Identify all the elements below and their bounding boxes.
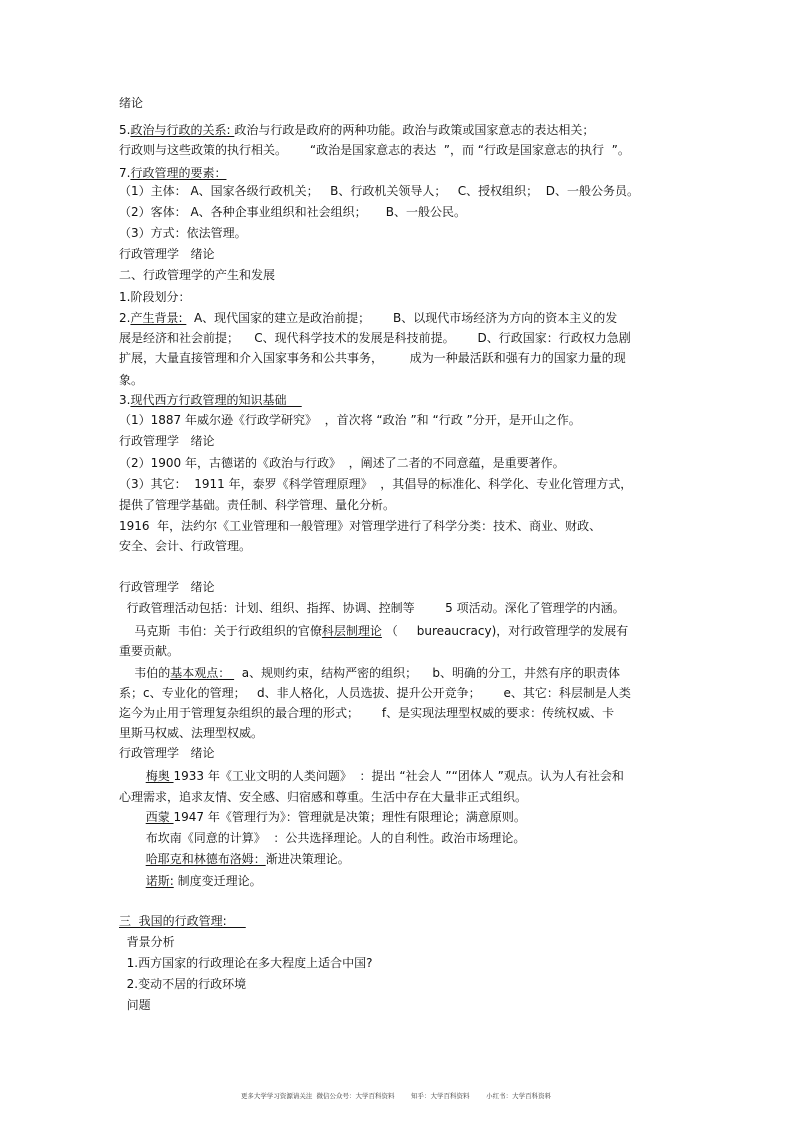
underlined-heading: 政治与行政的关系: [130, 123, 235, 137]
text-line [119, 455, 565, 471]
line-text: 心理需求，追求友情、安全感、归宿感和尊重。生活中存在大量非正式组织。 [119, 790, 528, 804]
text-line [119, 497, 395, 513]
line-text: 里斯马权威、法理型权威。 [119, 726, 264, 740]
line-text: 渐进决策理论。 [265, 852, 350, 866]
text-line [119, 142, 630, 158]
text-line [119, 433, 214, 449]
text-line [119, 643, 179, 659]
underlined-heading: 梅奥 [145, 769, 174, 783]
text-line [119, 934, 175, 950]
line-text: 行政管理活动包括：计划、组织、指挥、协调、控制等 5 项活动。深化了管理学的内涵。 [119, 601, 625, 615]
text-line [119, 976, 246, 992]
line-text: 7. [119, 166, 131, 180]
underlined-heading: 现代西方行政管理的知识基础 [130, 393, 302, 407]
line-text: 行政管理学 绪论 [119, 434, 215, 448]
text-line [119, 685, 631, 701]
line-text: （ bureaucracy)，对行政管理学的发展有 [381, 624, 629, 638]
line-text: 扩展，大量直接管理和介入国家事务和公共事务， 成为一种最活跃和强有力的国家力量的现 [119, 351, 626, 365]
underlined-heading: 科层制理论 [321, 624, 382, 638]
line-text: 3. [119, 393, 131, 407]
line-text: 提供了管理学基础。责任制、科学管理、量化分析。 [119, 498, 396, 512]
line-text: 背景分析 [119, 935, 175, 949]
line-text [119, 852, 146, 866]
text-line [119, 913, 246, 929]
line-text: 展是经济和社会前提； C、现代科学技术的发展是科技前提。 D、行政国家：行政权力急剧 [119, 331, 631, 345]
line-text: a、规则约束，结构严密的组织； b、明确的分工，井然有序的职责体 [234, 666, 620, 680]
text-line [119, 955, 372, 971]
text-line [119, 768, 624, 784]
text-line [119, 289, 190, 305]
line-text: 二、行政管理学的产生和发展 [119, 268, 276, 282]
text-line [119, 705, 614, 721]
page-footer: 更多大学学习资源请关注 微信公众号：大学百科资料 知乎：大学百科资料 小红书：大学百科资料 [240, 1092, 552, 1100]
text-line [119, 997, 151, 1013]
text-line [119, 350, 626, 366]
text-line [119, 267, 275, 283]
line-text: （3）方式：依法管理。 [119, 226, 247, 240]
text-line [119, 873, 262, 889]
text-line [119, 830, 525, 846]
text-line [119, 412, 581, 428]
line-text [119, 810, 146, 824]
text-line [119, 518, 601, 534]
text-line [119, 95, 143, 111]
line-text: （1）1887 年威尔逊《行政学研究》 ，首次将 “政治 ”和 “行政 ”分开，是开山之作。 [119, 413, 581, 427]
line-text: 迄今为止用于管理复杂组织的最合理的形式； f、是实现法理型权威的要求：传统权威、卡 [119, 706, 615, 720]
line-text: （3）其它： 1911 年，泰罗《科学管理原理》 ，其倡导的标准化、科学化、专业化管理方式， [119, 477, 633, 491]
line-text: 1947 年《管理行为》：管理就是决策；理性有限理论；满意原则。 [173, 810, 526, 824]
line-text: 2.变动不居的行政环境 [119, 977, 247, 991]
underlined-heading: 基本观点： [170, 666, 235, 680]
line-text: 安全、会计、行政管理。 [119, 539, 252, 553]
line-text [119, 769, 146, 783]
line-text: 象。 [119, 373, 144, 387]
line-text: 韦伯的 [119, 666, 171, 680]
line-text: A、现代国家的建立是政治前提； B、以现代市场经济为方向的资本主义的发 [186, 311, 618, 325]
text-line [119, 122, 594, 138]
line-text: 问题 [119, 998, 151, 1012]
text-line [119, 204, 466, 220]
text-line [119, 579, 214, 595]
text-line [119, 372, 143, 388]
underlined-heading: 哈耶克和林德布洛姆： [145, 852, 266, 866]
line-text: 行政则与这些政策的执行相关。 “政治是国家意志的表达 ”，而 “行政是国家意志的执行 ”。 [119, 143, 630, 157]
line-text: 行政管理学 绪论 [119, 580, 215, 594]
text-line [119, 623, 628, 639]
text-line [119, 600, 625, 616]
line-text: 布坎南《同意的计算》 ：公共选择理论。人的自利性。政治市场理论。 [119, 831, 526, 845]
line-text: （2）客体： A、各种企事业组织和社会组织； B、一般公民。 [119, 205, 466, 219]
line-text: 行政管理学 绪论 [119, 247, 215, 261]
line-text: （1）主体： A、国家各级行政机关； B、行政机关领导人； C、授权组织； D、一般公务员。 [119, 184, 640, 198]
line-text: 1.西方国家的行政理论在多大程度上适合中国? [119, 956, 373, 970]
line-text: 1.阶段划分： [119, 290, 191, 304]
underlined-heading: 行政管理的要素： [130, 166, 227, 180]
line-text: 重要贡献。 [119, 644, 180, 658]
line-text: 2. [119, 311, 131, 325]
text-line [119, 851, 350, 867]
underlined-heading: 产生背景: [130, 311, 187, 325]
text-line [119, 246, 214, 262]
underlined-heading: 三 我国的行政管理: [119, 914, 246, 928]
text-line [119, 330, 631, 346]
text-line [119, 183, 639, 199]
line-text: 5. [119, 123, 131, 137]
text-line [119, 310, 617, 326]
line-text: 绪论 [119, 96, 144, 110]
text-line [119, 789, 527, 805]
line-text: 马克斯 韦伯：关于行政组织的官僚 [119, 624, 322, 638]
line-text: 行政管理学 绪论 [119, 746, 215, 760]
line-text: 1916 年，法约尔《工业管理和一般管理》对管理学进行了科学分类：技术、商业、财政、 [119, 519, 602, 533]
line-text: 政治与行政是政府的两种功能。政治与政策或国家意志的表达相关； [234, 123, 595, 137]
line-text: 制度变迁理论。 [173, 874, 262, 888]
line-text: 系；c、专业化的管理； d、非人格化，人员选拔、提升公开竞争； e、其它：科层制是人类 [119, 686, 631, 700]
line-text [119, 874, 146, 888]
text-line [119, 165, 226, 181]
text-line [119, 225, 247, 241]
text-line [119, 538, 251, 554]
text-line [119, 476, 632, 492]
text-line [119, 392, 302, 408]
line-text: （2）1900 年，古德诺的《政治与行政》 ，阐述了二者的不同意蕴，是重要著作。 [119, 456, 565, 470]
line-text: 1933 年《工业文明的人类问题》 ：提出 “社会人 ”“团体人 ”观点。认为人有社会和 [173, 769, 624, 783]
text-line [119, 745, 214, 761]
text-line [119, 725, 263, 741]
text-line [119, 665, 620, 681]
underlined-heading: 西蒙 [145, 810, 174, 824]
underlined-heading: 诺斯: [145, 874, 174, 888]
text-line [119, 809, 526, 825]
